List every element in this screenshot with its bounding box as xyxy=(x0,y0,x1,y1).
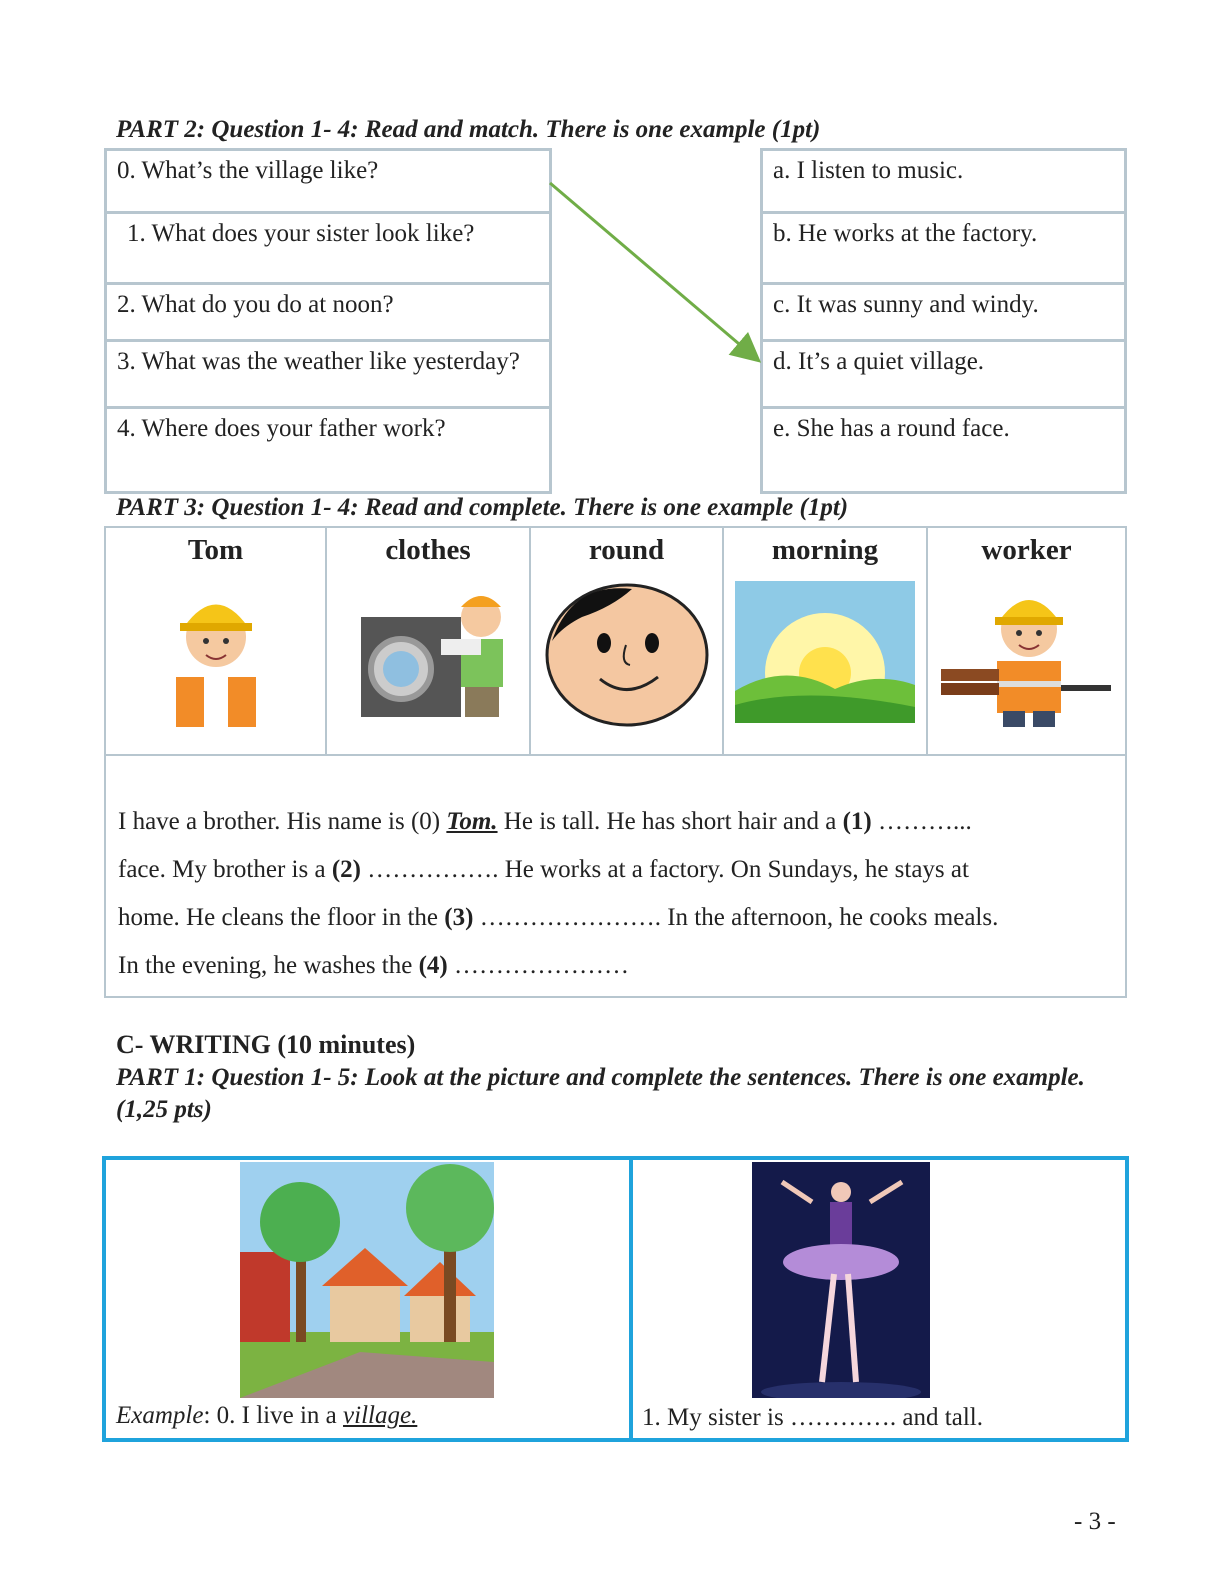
question-4: 4. Where does your father work? xyxy=(104,406,552,494)
example-answer: village. xyxy=(343,1402,418,1429)
answer-c: c. It was sunny and windy. xyxy=(760,282,1127,342)
word-cell-worker xyxy=(926,526,1127,756)
example-text: : 0. I live in a xyxy=(203,1402,344,1429)
tom-picture xyxy=(156,577,276,727)
blank-number-4: (4) xyxy=(418,952,448,979)
blank-1: ………... xyxy=(871,808,972,835)
village-picture xyxy=(240,1162,494,1398)
question-1: 1. What does your sister look like? xyxy=(104,211,552,285)
word-cell-clothes xyxy=(325,526,531,756)
question-0: 0. What’s the village like? xyxy=(104,148,552,214)
example-match-arrow xyxy=(540,175,770,375)
question-2: 2. What do you do at noon? xyxy=(104,282,552,342)
blank-number-3: (3) xyxy=(444,904,474,931)
word-worker: worker xyxy=(981,534,1072,566)
passage-text: face. My brother is a xyxy=(118,856,332,883)
worker-picture xyxy=(937,577,1117,727)
answer-e: e. She has a round face. xyxy=(760,406,1127,494)
word-morning: morning xyxy=(771,534,879,566)
word-clothes: clothes xyxy=(385,534,471,566)
blank-3: …………………. In the afternoon, he cooks meals. xyxy=(473,904,999,931)
word-cell-morning xyxy=(722,526,928,756)
passage-line-1 xyxy=(118,798,998,846)
passage-line-4 xyxy=(118,942,998,990)
ballerina-picture xyxy=(752,1162,930,1398)
question-3: 3. What was the weather like yesterday? xyxy=(104,339,552,409)
answer-b: b. He works at the factory. xyxy=(760,211,1127,285)
example-answer-tom: Tom. xyxy=(446,808,498,835)
blank-number-1: (1) xyxy=(842,808,872,835)
answer-a: a. I listen to music. xyxy=(760,148,1127,214)
passage-text: I have a brother. His name is (0) xyxy=(118,808,447,835)
question-1-sentence: 1. My sister is …………. and tall. xyxy=(642,1404,983,1431)
page-number: - 3 - xyxy=(1074,1508,1116,1535)
word-tom: Tom xyxy=(187,534,244,566)
word-cell-round xyxy=(529,526,724,756)
passage-line-2 xyxy=(118,846,998,894)
word-cell-tom xyxy=(104,526,327,756)
example-label: Example xyxy=(116,1402,204,1429)
passage-text: He is tall. He has short hair and a xyxy=(497,808,843,835)
word-round: round xyxy=(588,534,665,566)
blank-number-2: (2) xyxy=(331,856,361,883)
blank-2: ……………. He works at a factory. On Sundays, he stays at xyxy=(360,856,969,883)
writing-title: C- WRITING (10 minutes) xyxy=(116,1030,416,1059)
sunrise-picture xyxy=(735,581,915,723)
frame-divider xyxy=(629,1158,633,1440)
blank-4: ………………… xyxy=(447,952,630,979)
round-face-picture xyxy=(542,577,712,727)
passage-box xyxy=(104,754,1127,998)
passage-text: home. He cleans the floor in the xyxy=(118,904,445,931)
writing-part1-heading: PART 1: Question 1- 5: Look at the picture and complete the sentences. There is one example. (1,25 pts) xyxy=(116,1064,1085,1123)
example-sentence xyxy=(116,1402,417,1430)
passage-text: In the evening, he washes the xyxy=(118,952,419,979)
part3-heading: PART 3: Question 1- 4: Read and complete. There is one example (1pt) xyxy=(116,494,849,521)
answer-d: d. It’s a quiet village. xyxy=(760,339,1127,409)
part2-heading: PART 2: Question 1- 4: Read and match. There is one example (1pt) xyxy=(116,116,821,143)
passage xyxy=(118,798,998,990)
washing-machine-picture xyxy=(343,577,513,727)
passage-line-3 xyxy=(118,894,998,942)
